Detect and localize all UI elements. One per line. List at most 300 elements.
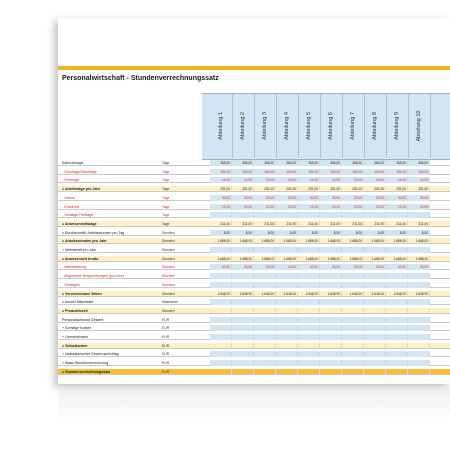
table-cell[interactable]: 40,00 — [342, 264, 364, 270]
table-cell[interactable]: 251,00 — [232, 186, 254, 192]
table-cell[interactable]: 251,00 — [210, 186, 232, 192]
table-cell[interactable]: 10,00 — [232, 204, 254, 210]
table-cell[interactable]: 10,00 — [386, 204, 408, 210]
table-cell[interactable] — [210, 369, 232, 375]
table-cell[interactable]: 30,00 — [342, 195, 364, 201]
table-cell[interactable] — [210, 273, 232, 279]
table-cell[interactable]: 10,00 — [254, 177, 276, 183]
department-header-1 — [210, 93, 233, 158]
table-cell[interactable] — [232, 282, 254, 288]
table-row — [58, 247, 450, 253]
table-cell[interactable]: 211,00 — [342, 221, 364, 227]
table-cell[interactable]: 1.688,00 — [364, 238, 386, 244]
table-cell[interactable] — [342, 334, 364, 340]
table-cell[interactable] — [298, 369, 320, 375]
table-cell[interactable] — [364, 212, 386, 218]
department-header-label: Abteilung 2 — [240, 111, 246, 140]
table-cell[interactable] — [298, 299, 320, 305]
table-cell[interactable]: 1.688,00 — [276, 238, 298, 244]
table-row — [58, 169, 450, 175]
table-cell[interactable] — [320, 299, 342, 305]
table-cell[interactable]: 365,00 — [232, 160, 254, 166]
table-cell[interactable] — [408, 334, 430, 340]
table-cell[interactable]: 1.688,00 — [232, 256, 254, 262]
table-cell[interactable] — [364, 325, 386, 331]
table-cell[interactable] — [408, 351, 430, 357]
table-cell[interactable]: 251,00 — [386, 186, 408, 192]
table-cell[interactable] — [276, 360, 298, 366]
table-cell[interactable] — [320, 334, 342, 340]
table-cell[interactable] — [320, 308, 342, 314]
row-label: Kalendertage — [62, 161, 84, 165]
table-cell[interactable]: 365,00 — [276, 160, 298, 166]
table-cell[interactable]: 30,00 — [232, 195, 254, 201]
row-unit: Tage — [162, 161, 170, 165]
table-cell[interactable] — [210, 325, 232, 331]
table-cell[interactable]: 1.688,00 — [232, 238, 254, 244]
table-cell[interactable] — [386, 325, 408, 331]
table-cell[interactable] — [364, 273, 386, 279]
table-cell[interactable] — [364, 351, 386, 357]
table-cell[interactable]: 251,00 — [364, 186, 386, 192]
table-cell[interactable] — [298, 247, 320, 253]
table-cell[interactable] — [298, 212, 320, 218]
table-cell[interactable] — [254, 334, 276, 340]
row-unit: Stunden — [162, 308, 175, 313]
table-cell[interactable]: 211,00 — [320, 221, 342, 227]
table-cell[interactable] — [386, 247, 408, 253]
table-cell[interactable] — [254, 351, 276, 357]
table-cell[interactable] — [386, 282, 408, 288]
table-cell[interactable] — [232, 334, 254, 340]
table-cell[interactable] — [342, 317, 364, 323]
table-cell[interactable]: 10,00 — [210, 177, 232, 183]
table-cell[interactable]: 40,00 — [254, 264, 276, 270]
table-cell[interactable] — [342, 299, 364, 305]
row-label: - Feiertage — [62, 178, 80, 183]
table-cell[interactable]: 10,00 — [276, 204, 298, 210]
table-cell[interactable]: 8,00 — [408, 230, 430, 236]
table-cell[interactable] — [408, 360, 430, 366]
table-cell[interactable]: 10,00 — [276, 177, 298, 183]
table-cell[interactable]: 1.648,00 — [320, 291, 342, 297]
row-label: = Selbstkosten — [62, 343, 88, 348]
table-cell[interactable] — [276, 351, 298, 357]
table-cell[interactable]: 10,00 — [408, 204, 430, 210]
table-cell[interactable]: 365,00 — [386, 160, 408, 166]
table-cell[interactable]: 104,00 — [320, 169, 342, 175]
table-cell[interactable] — [254, 273, 276, 279]
table-cell[interactable]: 10,00 — [320, 204, 342, 210]
table-row — [58, 238, 450, 244]
table-cell[interactable] — [276, 212, 298, 218]
table-cell[interactable]: 40,00 — [386, 264, 408, 270]
table-cell[interactable]: 1.648,00 — [232, 291, 254, 297]
table-cell[interactable]: 104,00 — [342, 169, 364, 175]
table-cell[interactable] — [276, 369, 298, 375]
table-cell[interactable]: 251,00 — [408, 186, 430, 192]
table-cell[interactable] — [276, 273, 298, 279]
table-row — [58, 221, 450, 227]
table-cell[interactable]: 211,00 — [386, 221, 408, 227]
row-unit: Tage — [162, 195, 170, 200]
table-cell[interactable] — [276, 299, 298, 305]
table-cell[interactable] — [276, 282, 298, 288]
table-cell[interactable]: 10,00 — [254, 204, 276, 210]
row-label: = Arbeitsstunden pro Jahr — [62, 239, 107, 244]
table-cell[interactable] — [210, 317, 232, 323]
row-label: = Verrechenbare Zeiten — [62, 291, 102, 296]
table-cell[interactable]: 1.688,00 — [254, 238, 276, 244]
table-cell[interactable] — [232, 247, 254, 253]
table-cell[interactable] — [342, 273, 364, 279]
table-cell[interactable]: 10,00 — [210, 204, 232, 210]
table-cell[interactable]: 30,00 — [254, 195, 276, 201]
table-cell[interactable]: 30,00 — [408, 195, 430, 201]
table-cell[interactable]: 10,00 — [408, 177, 430, 183]
table-cell[interactable]: 10,00 — [298, 177, 320, 183]
table-cell[interactable]: 1.688,00 — [320, 238, 342, 244]
table-cell[interactable] — [232, 273, 254, 279]
table-cell[interactable] — [408, 325, 430, 331]
table-cell[interactable]: 365,00 — [408, 160, 430, 166]
table-cell[interactable] — [254, 212, 276, 218]
table-cell[interactable] — [210, 351, 232, 357]
table-cell[interactable] — [298, 282, 320, 288]
table-cell[interactable]: 10,00 — [364, 204, 386, 210]
table-cell[interactable]: 104,00 — [210, 169, 232, 175]
table-cell[interactable] — [320, 247, 342, 253]
row-label: - Krankheit — [62, 204, 80, 209]
table-cell[interactable] — [386, 212, 408, 218]
department-header-label: Abteilung 7 — [350, 111, 356, 140]
table-cell[interactable]: 251,00 — [320, 186, 342, 192]
table-cell[interactable] — [232, 212, 254, 218]
table-cell[interactable]: 10,00 — [342, 204, 364, 210]
table-cell[interactable] — [408, 308, 430, 314]
table-cell[interactable] — [386, 360, 408, 366]
department-header-label: Abteilung 9 — [394, 111, 400, 140]
department-header-2 — [232, 93, 255, 158]
table-cell[interactable]: 8,00 — [386, 230, 408, 236]
row-label: + kalkulatorischer Gewinnaufschlag — [62, 352, 119, 357]
table-cell[interactable] — [320, 317, 342, 323]
table-cell[interactable] — [210, 360, 232, 366]
table-cell[interactable]: 104,00 — [298, 169, 320, 175]
table-row — [58, 195, 450, 201]
row-unit: Tage — [162, 221, 170, 226]
table-cell[interactable]: 8,00 — [232, 230, 254, 236]
table-cell[interactable]: 1.688,00 — [408, 256, 430, 262]
table-cell[interactable]: 104,00 — [386, 169, 408, 175]
table-cell[interactable]: 251,00 — [342, 186, 364, 192]
table-cell[interactable] — [364, 247, 386, 253]
table-cell[interactable] — [386, 299, 408, 305]
table-cell[interactable]: 1.688,00 — [210, 256, 232, 262]
table-cell[interactable] — [232, 317, 254, 323]
table-row — [58, 256, 450, 262]
table-cell[interactable] — [254, 282, 276, 288]
table-cell[interactable]: 30,00 — [298, 195, 320, 201]
table-cell[interactable] — [210, 334, 232, 340]
table-cell[interactable]: 10,00 — [364, 177, 386, 183]
table-cell[interactable] — [342, 369, 364, 375]
table-cell[interactable] — [408, 247, 430, 253]
table-cell[interactable]: 10,00 — [298, 204, 320, 210]
row-unit: Stunden — [162, 230, 175, 235]
row-label: - Weiterbildung — [62, 265, 87, 270]
table-cell[interactable]: 1.688,00 — [408, 238, 430, 244]
table-cell[interactable] — [210, 212, 232, 218]
table-cell[interactable]: 30,00 — [386, 195, 408, 201]
table-cell[interactable] — [276, 317, 298, 323]
department-header-label: Abteilung 4 — [284, 111, 290, 140]
row-label: = Basis Stundenverrechnung — [62, 361, 109, 366]
table-cell[interactable] — [254, 343, 276, 349]
table-cell[interactable] — [364, 282, 386, 288]
table-cell[interactable] — [408, 273, 430, 279]
table-cell[interactable]: 211,00 — [232, 221, 254, 227]
table-cell[interactable]: 8,00 — [364, 230, 386, 236]
table-cell[interactable]: 30,00 — [364, 195, 386, 201]
table-cell[interactable] — [232, 299, 254, 305]
table-cell[interactable]: 1.688,00 — [276, 256, 298, 262]
table-cell[interactable]: 8,00 — [254, 230, 276, 236]
table-cell[interactable] — [408, 343, 430, 349]
table-cell[interactable] — [210, 282, 232, 288]
table-cell[interactable] — [298, 273, 320, 279]
table-cell[interactable]: 8,00 — [276, 230, 298, 236]
row-label: + Sonstige Kosten — [62, 326, 92, 331]
table-cell[interactable]: 10,00 — [386, 177, 408, 183]
table-cell[interactable]: 40,00 — [364, 264, 386, 270]
table-cell[interactable]: 365,00 — [210, 160, 232, 166]
table-cell[interactable]: 104,00 — [276, 169, 298, 175]
table-cell[interactable]: 211,00 — [364, 221, 386, 227]
table-cell[interactable]: 30,00 — [276, 195, 298, 201]
table-cell[interactable]: 10,00 — [342, 177, 364, 183]
table-cell[interactable] — [386, 308, 408, 314]
table-cell[interactable]: 1.648,00 — [276, 291, 298, 297]
row-unit: Stunden — [162, 265, 175, 270]
table-cell[interactable]: 211,00 — [408, 221, 430, 227]
table-cell[interactable] — [364, 343, 386, 349]
table-cell[interactable]: 40,00 — [408, 264, 430, 270]
table-row — [58, 230, 450, 236]
row-label: = Anwesenheitstage — [62, 221, 97, 226]
table-cell[interactable]: 365,00 — [298, 160, 320, 166]
table-cell[interactable] — [364, 299, 386, 305]
table-cell[interactable] — [342, 325, 364, 331]
table-cell[interactable] — [210, 247, 232, 253]
table-cell[interactable]: 211,00 — [276, 221, 298, 227]
table-cell[interactable] — [364, 334, 386, 340]
table-cell[interactable]: 1.688,00 — [298, 256, 320, 262]
table-cell[interactable] — [386, 317, 408, 323]
table-cell[interactable]: 1.688,00 — [210, 238, 232, 244]
table-cell[interactable] — [298, 360, 320, 366]
row-unit: Stunden — [162, 291, 175, 296]
table-cell[interactable] — [320, 360, 342, 366]
table-cell[interactable]: 251,00 — [254, 186, 276, 192]
table-cell[interactable]: 40,00 — [276, 264, 298, 270]
table-cell[interactable] — [254, 247, 276, 253]
table-row — [58, 343, 450, 349]
table-row — [58, 308, 450, 314]
table-cell[interactable]: 211,00 — [298, 221, 320, 227]
table-cell[interactable]: 8,00 — [298, 230, 320, 236]
table-cell[interactable]: 1.688,00 — [386, 256, 408, 262]
table-cell[interactable] — [276, 325, 298, 331]
department-header-label: Abteilung 8 — [372, 111, 378, 140]
table-cell[interactable]: 365,00 — [320, 160, 342, 166]
table-cell[interactable] — [342, 212, 364, 218]
table-cell[interactable] — [232, 343, 254, 349]
row-unit: EUR — [162, 317, 170, 322]
table-cell[interactable]: 1.648,00 — [364, 291, 386, 297]
table-cell[interactable]: 1.688,00 — [364, 256, 386, 262]
table-cell[interactable]: 104,00 — [254, 169, 276, 175]
table-cell[interactable] — [342, 351, 364, 357]
table-cell[interactable] — [254, 308, 276, 314]
table-cell[interactable] — [342, 360, 364, 366]
table-cell[interactable] — [210, 343, 232, 349]
table-cell[interactable]: 10,00 — [320, 177, 342, 183]
table-cell[interactable]: 1.648,00 — [210, 291, 232, 297]
table-cell[interactable]: 1.648,00 — [298, 291, 320, 297]
table-cell[interactable]: 40,00 — [232, 264, 254, 270]
table-cell[interactable] — [408, 317, 430, 323]
table-cell[interactable] — [254, 317, 276, 323]
table-cell[interactable] — [364, 317, 386, 323]
table-cell[interactable]: 40,00 — [210, 264, 232, 270]
table-cell[interactable]: 1.648,00 — [408, 291, 430, 297]
row-unit: Tage — [162, 169, 170, 174]
table-cell[interactable] — [408, 282, 430, 288]
table-cell[interactable]: 1.648,00 — [386, 291, 408, 297]
table-cell[interactable]: 211,00 — [210, 221, 232, 227]
table-cell[interactable] — [232, 351, 254, 357]
table-cell[interactable] — [364, 308, 386, 314]
table-cell[interactable] — [364, 369, 386, 375]
table-cell[interactable] — [320, 343, 342, 349]
table-cell[interactable] — [298, 343, 320, 349]
table-cell[interactable] — [298, 325, 320, 331]
table-cell[interactable] — [408, 369, 430, 375]
table-cell[interactable]: 1.688,00 — [320, 256, 342, 262]
table-cell[interactable] — [320, 369, 342, 375]
table-cell[interactable] — [320, 325, 342, 331]
table-cell[interactable]: 365,00 — [364, 160, 386, 166]
table-cell[interactable] — [342, 282, 364, 288]
table-cell[interactable]: 40,00 — [320, 264, 342, 270]
table-cell[interactable] — [342, 343, 364, 349]
table-cell[interactable] — [276, 308, 298, 314]
table-cell[interactable] — [254, 369, 276, 375]
table-cell[interactable] — [342, 247, 364, 253]
table-cell[interactable]: 104,00 — [408, 169, 430, 175]
table-cell[interactable] — [364, 360, 386, 366]
row-label: - Sonstige Fehltage — [62, 213, 94, 218]
table-cell[interactable]: 1.648,00 — [342, 291, 364, 297]
table-cell[interactable] — [386, 273, 408, 279]
table-cell[interactable] — [254, 299, 276, 305]
table-cell[interactable]: 40,00 — [298, 264, 320, 270]
table-cell[interactable]: 30,00 — [210, 195, 232, 201]
table-cell[interactable]: 365,00 — [342, 160, 364, 166]
table-cell[interactable] — [386, 351, 408, 357]
row-unit: EUR — [162, 369, 170, 374]
table-row — [58, 334, 450, 340]
table-row — [58, 264, 450, 270]
table-cell[interactable] — [232, 369, 254, 375]
table-cell[interactable] — [386, 334, 408, 340]
table-cell[interactable]: 1.688,00 — [254, 256, 276, 262]
table-cell[interactable] — [408, 212, 430, 218]
table-cell[interactable] — [210, 299, 232, 305]
table-cell[interactable] — [276, 334, 298, 340]
table-cell[interactable]: 10,00 — [232, 177, 254, 183]
table-cell[interactable]: 1.688,00 — [298, 238, 320, 244]
table-row — [58, 212, 450, 218]
table-cell[interactable] — [320, 273, 342, 279]
table-cell[interactable]: 8,00 — [210, 230, 232, 236]
table-cell[interactable]: 8,00 — [342, 230, 364, 236]
row-label: - Sonstiges — [62, 282, 80, 287]
table-cell[interactable]: 211,00 — [254, 221, 276, 227]
table-cell[interactable] — [408, 299, 430, 305]
table-cell[interactable] — [254, 360, 276, 366]
table-cell[interactable]: 1.688,00 — [342, 238, 364, 244]
department-header-6 — [320, 93, 343, 158]
table-cell[interactable] — [210, 308, 232, 314]
table-cell[interactable] — [320, 212, 342, 218]
table-cell[interactable] — [232, 325, 254, 331]
table-cell[interactable] — [386, 369, 408, 375]
table-cell[interactable] — [254, 325, 276, 331]
table-cell[interactable] — [298, 308, 320, 314]
table-cell[interactable] — [298, 351, 320, 357]
row-unit: Tage — [162, 178, 170, 183]
table-cell[interactable] — [232, 308, 254, 314]
table-cell[interactable]: 104,00 — [232, 169, 254, 175]
table-cell[interactable] — [386, 343, 408, 349]
table-cell[interactable]: 104,00 — [364, 169, 386, 175]
table-cell[interactable]: 251,00 — [276, 186, 298, 192]
table-cell[interactable] — [276, 247, 298, 253]
table-cell[interactable] — [298, 334, 320, 340]
table-cell[interactable]: 365,00 — [254, 160, 276, 166]
row-label: - Sonntage/Samstage — [62, 169, 97, 174]
table-cell[interactable] — [232, 360, 254, 366]
table-cell[interactable]: 1.688,00 — [386, 238, 408, 244]
table-cell[interactable]: 1.648,00 — [254, 291, 276, 297]
row-label: + Gemeinkosten — [62, 335, 89, 339]
row-label: = Arbeitstage pro Jahr — [62, 187, 101, 192]
table-cell[interactable] — [276, 343, 298, 349]
table-cell[interactable] — [320, 282, 342, 288]
table-cell[interactable] — [342, 308, 364, 314]
row-unit: Stunden — [162, 274, 175, 279]
table-cell[interactable]: 1.688,00 — [342, 256, 364, 262]
table-cell[interactable] — [298, 317, 320, 323]
table-cell[interactable]: 251,00 — [298, 186, 320, 192]
row-unit: EUR — [162, 326, 170, 331]
table-cell[interactable]: 8,00 — [320, 230, 342, 236]
table-cell[interactable]: 30,00 — [320, 195, 342, 201]
table-cell[interactable] — [320, 351, 342, 357]
table-row — [58, 317, 450, 323]
